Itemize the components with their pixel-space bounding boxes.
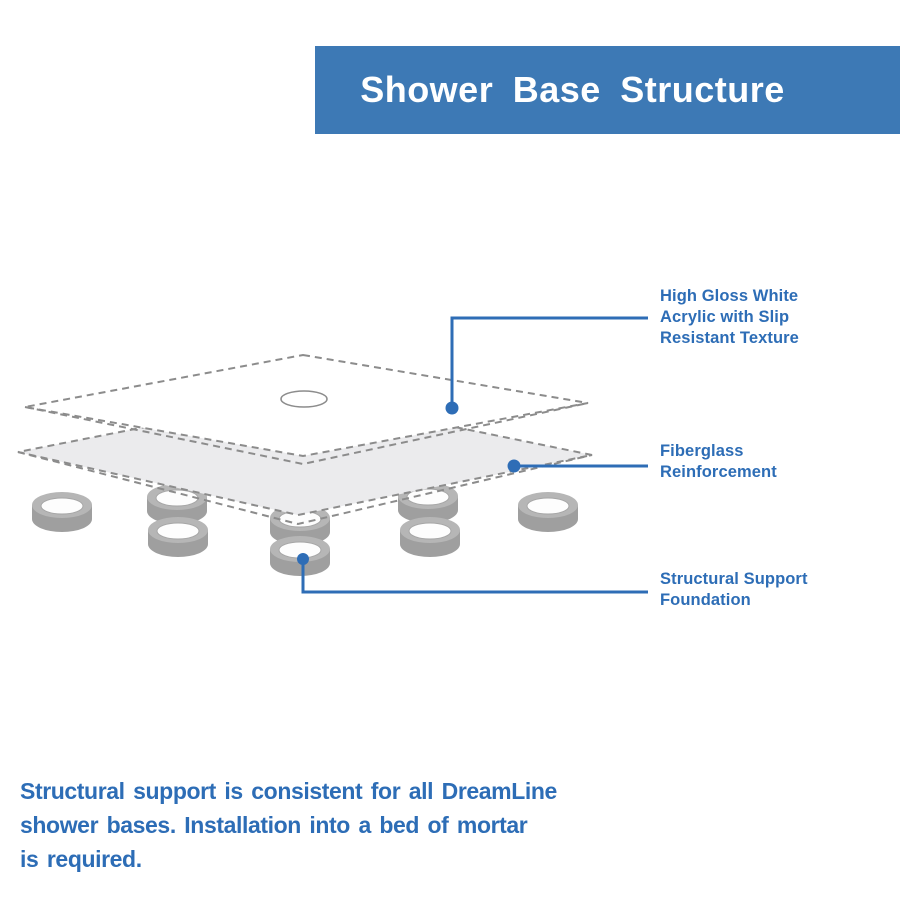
footer-line: Structural support is consistent for all DreamLine (20, 778, 557, 804)
footer-line: is required. (20, 846, 142, 872)
callout-line: Fiberglass (660, 442, 744, 460)
callout-label-foundation (660, 569, 808, 611)
support-ring-foot (148, 517, 208, 557)
page-title: Shower Base Structure (360, 69, 785, 110)
drain-hole-icon (281, 391, 327, 407)
callout-label-acrylic (660, 286, 799, 349)
footer-line: shower bases. Installation into a bed of mortar (20, 812, 528, 838)
callout-line: High Gloss White (660, 287, 799, 305)
support-ring-foot (518, 492, 578, 532)
callout-label-fiberglass (660, 441, 777, 483)
callout-connector-foundation (297, 553, 648, 592)
callout-dot (508, 460, 521, 473)
callout-line: Reinforcement (660, 463, 777, 481)
callout-line: Structural Support (660, 570, 808, 588)
callout-dot (297, 553, 309, 565)
footer-note (20, 774, 640, 876)
callout-dot (446, 402, 459, 415)
support-ring-foot (32, 492, 92, 532)
callout-line: Foundation (660, 591, 751, 609)
support-ring-foot (400, 517, 460, 557)
callout-line: Resistant Texture (660, 329, 799, 347)
callout-line: Acrylic with Slip (660, 308, 790, 326)
